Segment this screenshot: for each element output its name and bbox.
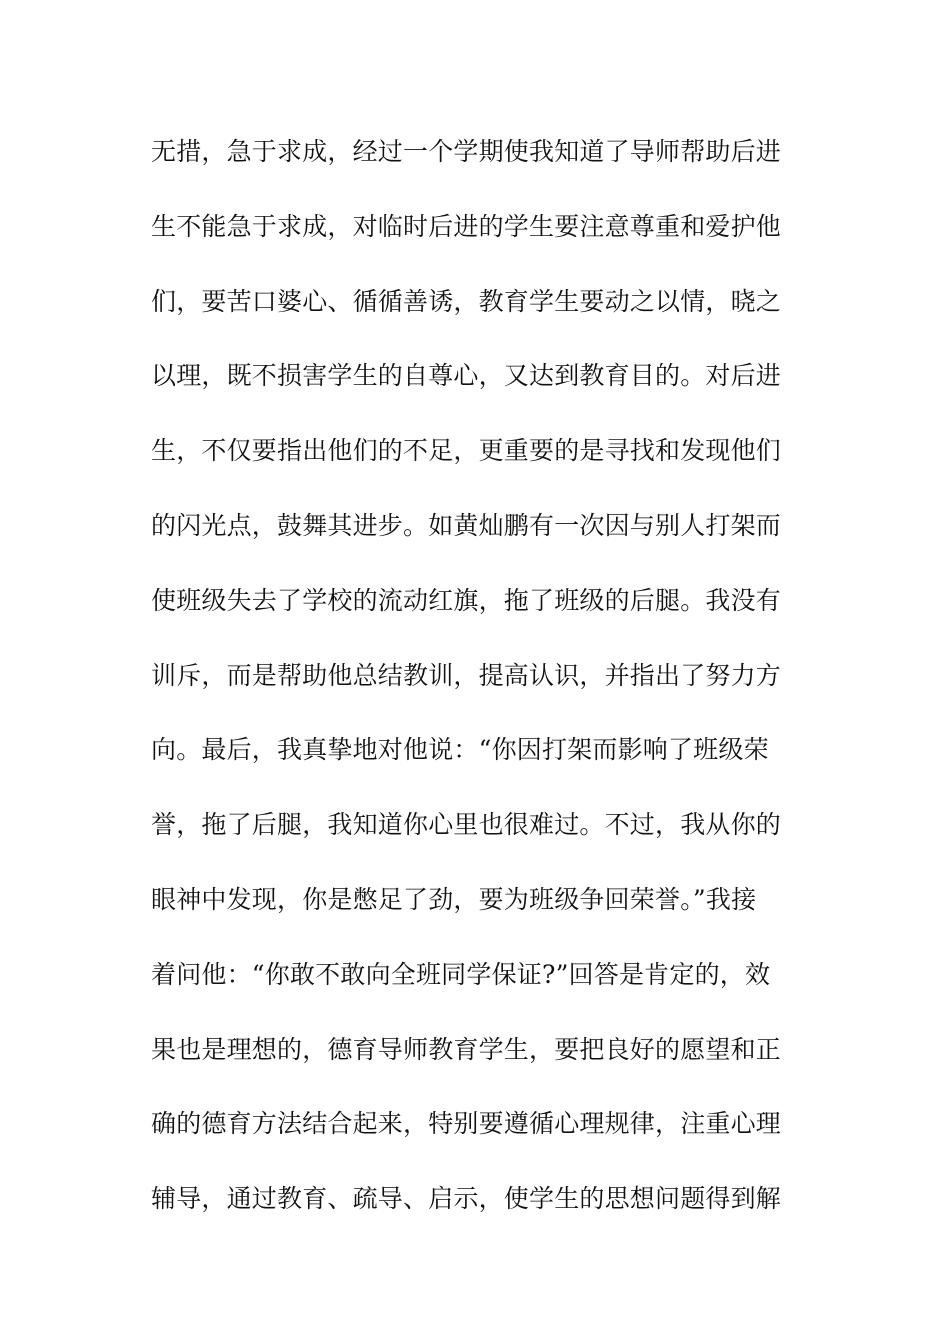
text-line: 眼神中发现，你是憋足了劲，要为班级争回荣誉。”我接 — [151, 884, 757, 914]
text-line: 果也是理想的，德育导师教育学生，要把良好的愿望和正 — [151, 1034, 782, 1064]
text-line: 训斥，而是帮助他总结教训，提高认识，并指出了努力方 — [151, 660, 782, 690]
text-line: 辅导，通过教育、疏导、启示，使学生的思想问题得到解 — [151, 1184, 782, 1214]
text-line: 确的德育方法结合起来，特别要遵循心理规律，注重心理 — [151, 1109, 782, 1139]
text-line: 无措，急于求成，经过一个学期使我知道了导师帮助后进 — [151, 137, 782, 166]
text-line: 誉，拖了后腿，我知道你心里也很难过。不过，我从你的 — [151, 810, 782, 840]
text-line: 以理，既不损害学生的自尊心，又达到教育目的。对后进 — [151, 361, 782, 391]
text-line: 的闪光点，鼓舞其进步。如黄灿鹏有一次因与别人打架而 — [151, 510, 782, 540]
text-line: 着问他：“你敢不敢向全班同学保证?”回答是肯定的，效 — [151, 959, 771, 989]
text-line: 生，不仅要指出他们的不足，更重要的是寻找和发现他们 — [151, 436, 782, 466]
body-text — [151, 132, 801, 1254]
text-line: 生不能急于求成，对临时后进的学生要注意尊重和爱护他 — [151, 211, 782, 241]
text-line: 向。最后，我真挚地对他说：“你因打架而影响了班级荣 — [151, 735, 769, 765]
text-line: 使班级失去了学校的流动红旗，拖了班级的后腿。我没有 — [151, 585, 782, 615]
text-line: 们，要苦口婆心、循循善诱，教育学生要动之以情，晓之 — [151, 286, 782, 316]
